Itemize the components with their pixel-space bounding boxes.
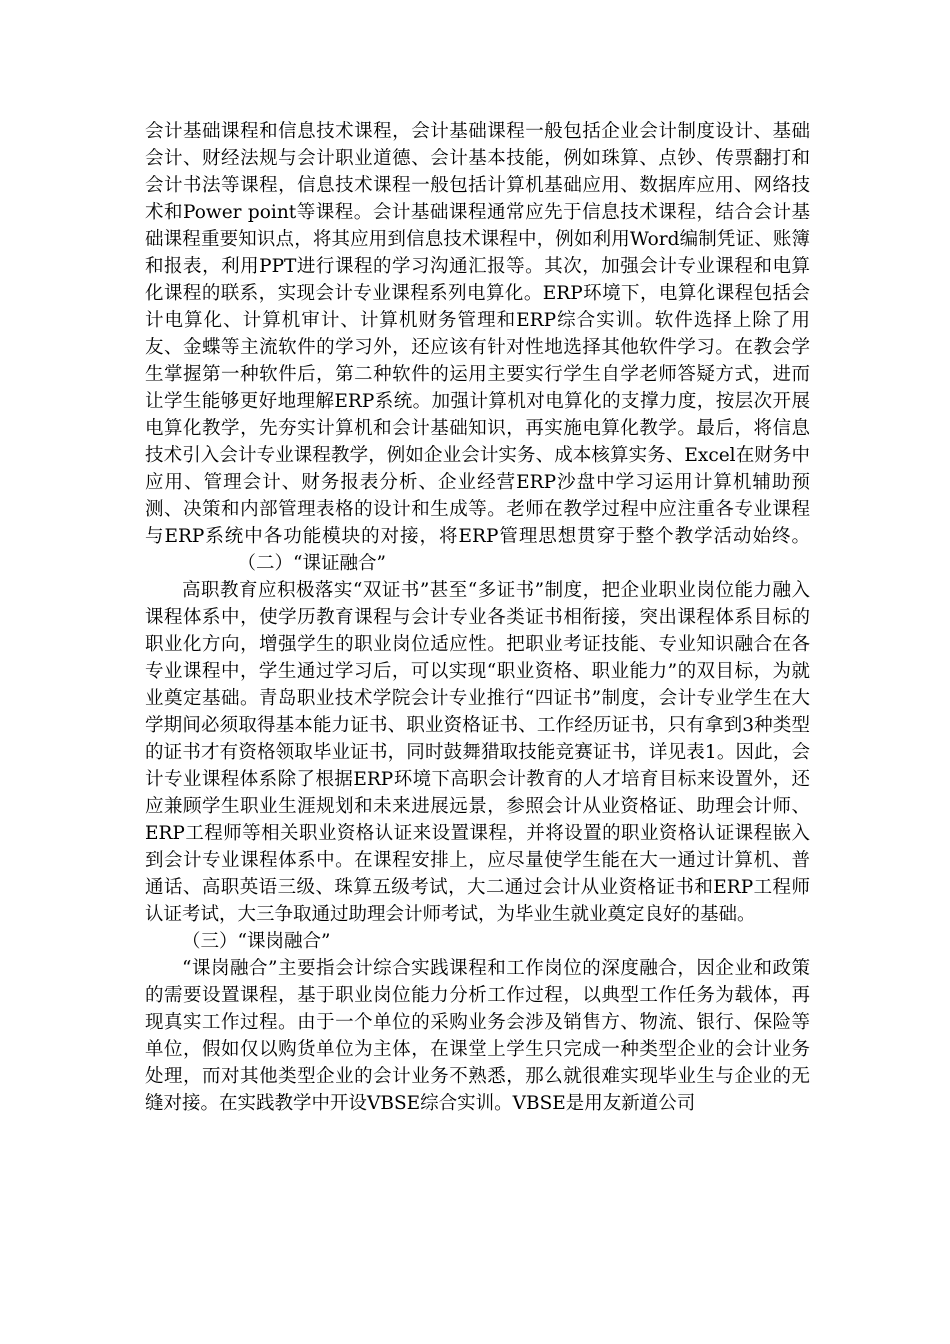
document-body	[145, 118, 810, 1117]
section-heading-course-post: （三）“课岗融合”	[182, 931, 331, 952]
paragraph-1-text: 会计基础课程和信息技术课程，会计基础课程一般包括企业会计制度设计、基础会计、财经法规与会计职业道德、会计基本技能，例如珠算、点钞、传票翻打和会计书法等课程，信息技术课程一般包括计算机基础应用、数据库应用、网络技术和Power point等课程。会计基础课程通常应先于信息技术课程，结合会计基础课程重要知识点，将其应用到信息技术课程中，例如利用Word编制凭证、账簿和报表，利用PPT进行课程的学习沟通汇报等。其次，加强会计专业课程和电算化课程的联系，实现会计专业课程系列电算化。ERP环境下，电算化课程包括会计电算化、计算机审计、计算机财务管理和ERP综合实训。软件选择上除了用友、金蝶等主流软件的学习外，还应该有针对性地选择其他软件学习。在教会学生掌握第一种软件后，第二种软件的运用主要实行学生自学老师答疑方式，进而让学生能够更好地理解ERP系统。加强计算机对电算化的支撑力度，按层次开展电算化教学，先夯实计算机和会计基础知识，再实施电算化教学。最后，将信息技术引入会计专业课程教学，例如企业会计实务、成本核算实务、Excel在财务中应用、管理会计、财务报表分析、企业经营ERP沙盘中学习运用计算机辅助预测、决策和内部管理表格的设计和生成等。老师在教学过程中应注重各专业课程与ERP系统中各功能模块的对接，将ERP管理思想贯穿于整个教学活动始终。	[145, 121, 810, 547]
paragraph-curriculum-integration	[145, 118, 810, 577]
section-heading-course-certificate: （二）“课证融合”	[237, 553, 386, 574]
paragraph-course-post: “课岗融合”主要指会计综合实践课程和工作岗位的深度融合，因企业和政策的需要设置课程，基于职业岗位能力分析工作过程，以典型工作任务为载体，再现真实工作过程。由于一个单位的采购业务会涉及销售方、物流、银行、保险等单位，假如仅以购货单位为主体，在课堂上学生只完成一种类型企业的会计业务处理，而对其他类型企业的会计业务不熟悉，那么就很难实现毕业生与企业的无缝对接。在实践教学中开设VBSE综合实训。VBSE是用友新道公司	[145, 958, 810, 1114]
paragraph-course-certificate: 高职教育应积极落实“双证书”甚至“多证书”制度，把企业职业岗位能力融入课程体系中，使学历教育课程与会计专业各类证书相衔接，突出课程体系目标的职业化方向，增强学生的职业岗位适应性。把职业考证技能、专业知识融合在各专业课程中，学生通过学习后，可以实现“职业资格、职业能力”的双目标，为就业奠定基础。青岛职业技术学院会计专业推行“四证书”制度，会计专业学生在大学期间必须取得基本能力证书、职业资格证书、工作经历证书，只有拿到3种类型的证书才有资格领取毕业证书，同时鼓舞猎取技能竞赛证书，详见表1。因此，会计专业课程体系除了根据ERP环境下高职会计教育的人才培育目标来设置外，还应兼顾学生职业生涯规划和未来进展远景，参照会计从业资格证、助理会计师、ERP工程师等相关职业资格认证来设置课程，并将设置的职业资格认证课程嵌入到会计专业课程体系中。在课程安排上，应尽量使学生能在大一通过计算机、普通话、高职英语三级、珠算五级考试，大二通过会计从业资格证书和ERP工程师认证考试，大三争取通过助理会计师考试，为毕业生就业奠定良好的基础。	[145, 580, 810, 925]
